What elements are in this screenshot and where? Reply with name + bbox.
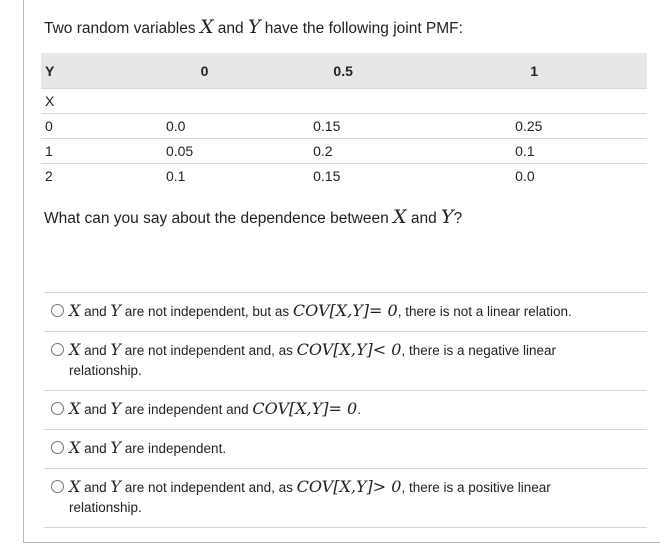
radio-button[interactable]	[51, 304, 64, 317]
answer-option-5[interactable]: X and Y are not independent and, as COV[X,Y]> 0, there is a positive linear relationship.	[44, 469, 647, 528]
radio-button[interactable]	[51, 402, 64, 415]
answer-option-3[interactable]: X and Y are independent and COV[X,Y]= 0.	[44, 391, 647, 430]
covariance-expression: COV[X,Y]> 0	[296, 477, 402, 496]
header-y: Y	[41, 53, 144, 89]
covariance-expression: COV[X,Y]< 0	[296, 340, 402, 359]
radio-button[interactable]	[51, 441, 64, 454]
table-row	[41, 164, 647, 189]
table-header-row	[41, 53, 647, 89]
prompt-text: Two random variables X and Y have the following joint PMF:	[44, 16, 463, 38]
answer-option-2[interactable]: X and Y are not independent and, as COV[X,Y]< 0, there is a negative linear relationship.	[44, 332, 647, 391]
table-row-x-label	[41, 89, 647, 114]
table-row	[41, 114, 647, 139]
cell-value: 0.05	[165, 143, 194, 159]
cell-value: 0.15	[313, 118, 341, 134]
joint-pmf-table	[41, 53, 647, 188]
cell-value: 0.2	[313, 143, 333, 159]
cell-value: 0.0	[165, 118, 186, 134]
cell-value: 0.1	[165, 168, 186, 184]
row-label-x: X	[41, 89, 144, 114]
row-x-value: 0	[41, 114, 144, 139]
question-text: What can you say about the dependence between X and Y?	[44, 206, 463, 228]
header-col-0: 0	[144, 53, 265, 89]
cell-value: 0.0	[515, 168, 535, 184]
row-x-value: 2	[41, 164, 144, 189]
covariance-expression: COV[X,Y]= 0	[292, 301, 398, 320]
cell-value: 0.15	[313, 168, 341, 184]
header-col-0-5: 0.5	[265, 53, 421, 89]
radio-button[interactable]	[51, 480, 64, 493]
answer-options	[44, 292, 647, 528]
cell-value: 0.1	[515, 143, 535, 159]
cell-value: 0.25	[515, 118, 543, 134]
radio-button[interactable]	[51, 343, 64, 356]
header-col-1: 1	[421, 53, 647, 89]
table-row	[41, 139, 647, 164]
answer-option-4[interactable]: X and Y are independent.	[44, 430, 647, 469]
row-x-value: 1	[41, 139, 144, 164]
answer-option-1[interactable]: X and Y are not independent, but as COV[X,Y]= 0, there is not a linear relation.	[44, 293, 647, 332]
covariance-expression: COV[X,Y]= 0	[252, 399, 358, 418]
